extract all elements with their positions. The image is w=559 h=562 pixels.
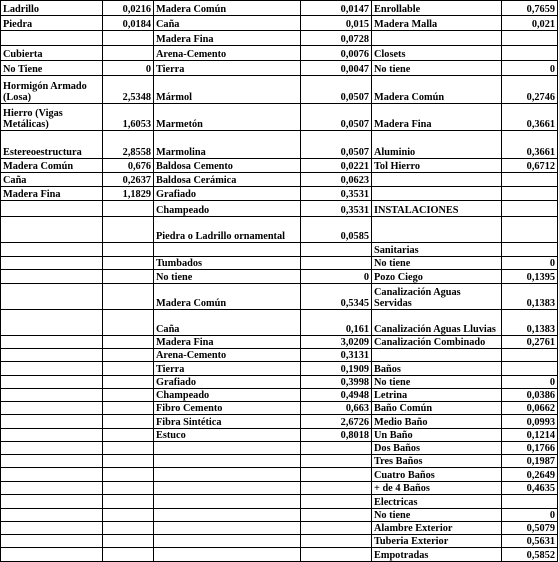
label-cell: Arena-Cemento bbox=[154, 46, 301, 61]
label-cell: Baño Común bbox=[372, 402, 502, 415]
table-body bbox=[1, 1, 558, 562]
label-cell: Marmetón bbox=[154, 104, 301, 131]
value-cell bbox=[301, 468, 372, 482]
table-row bbox=[1, 482, 558, 495]
table-row bbox=[1, 455, 558, 468]
label-cell: No tiene bbox=[372, 61, 502, 76]
label-cell bbox=[1, 201, 103, 217]
label-cell bbox=[1, 336, 103, 349]
value-cell bbox=[301, 482, 372, 495]
label-cell: Alambre Exterior bbox=[372, 522, 502, 535]
value-cell bbox=[103, 284, 154, 310]
table-row bbox=[1, 159, 558, 173]
table-row bbox=[1, 548, 558, 562]
value-cell bbox=[103, 46, 154, 61]
label-cell: Tumbados bbox=[154, 257, 301, 270]
label-cell bbox=[1, 509, 103, 522]
label-cell bbox=[154, 468, 301, 482]
label-cell bbox=[1, 349, 103, 362]
label-cell: Cuatro Baños bbox=[372, 468, 502, 482]
value-cell bbox=[103, 336, 154, 349]
value-cell bbox=[103, 468, 154, 482]
value-cell bbox=[103, 429, 154, 442]
table-row bbox=[1, 442, 558, 455]
label-cell bbox=[1, 442, 103, 455]
label-cell bbox=[1, 495, 103, 509]
label-cell: Tierra bbox=[154, 61, 301, 76]
value-cell: 0,5631 bbox=[502, 535, 558, 548]
label-cell bbox=[1, 402, 103, 415]
label-cell: Baldosa Cemento bbox=[154, 159, 301, 173]
value-cell: 0,1909 bbox=[301, 362, 372, 376]
value-cell: 0,0184 bbox=[103, 16, 154, 31]
label-cell: No tiene bbox=[154, 270, 301, 284]
label-cell: Hormigón Armado (Losa) bbox=[1, 76, 103, 104]
label-cell bbox=[372, 31, 502, 46]
table-row bbox=[1, 16, 558, 31]
label-cell bbox=[1, 482, 103, 495]
label-cell bbox=[1, 389, 103, 402]
table-row bbox=[1, 336, 558, 349]
value-cell: 0,2637 bbox=[103, 173, 154, 187]
value-cell: 0 bbox=[301, 270, 372, 284]
label-cell bbox=[154, 509, 301, 522]
table-row bbox=[1, 257, 558, 270]
table-row bbox=[1, 270, 558, 284]
table-row bbox=[1, 284, 558, 310]
value-cell: 0 bbox=[502, 376, 558, 389]
value-cell bbox=[103, 455, 154, 468]
value-cell: 0,3531 bbox=[301, 187, 372, 201]
value-cell: 0,4635 bbox=[502, 482, 558, 495]
label-cell: Madera Común bbox=[154, 1, 301, 16]
label-cell: Estereoestructura bbox=[1, 131, 103, 159]
value-cell: 2,5348 bbox=[103, 76, 154, 104]
label-cell bbox=[1, 429, 103, 442]
value-cell: 0,3531 bbox=[301, 201, 372, 217]
table-row bbox=[1, 201, 558, 217]
value-cell: 0,2761 bbox=[502, 336, 558, 349]
value-cell bbox=[103, 257, 154, 270]
label-cell: Champeado bbox=[154, 201, 301, 217]
label-cell: Baldosa Cerámica bbox=[154, 173, 301, 187]
label-cell: Medio Baño bbox=[372, 415, 502, 429]
value-cell bbox=[502, 201, 558, 217]
value-cell: 0,0216 bbox=[103, 1, 154, 16]
label-cell: Cubierta bbox=[1, 46, 103, 61]
table-row bbox=[1, 61, 558, 76]
value-cell bbox=[502, 46, 558, 61]
value-cell bbox=[502, 362, 558, 376]
value-cell: 0,3661 bbox=[502, 104, 558, 131]
value-cell: 0,0386 bbox=[502, 389, 558, 402]
table-row bbox=[1, 217, 558, 243]
label-cell: Tuberia Exterior bbox=[372, 535, 502, 548]
table-row bbox=[1, 104, 558, 131]
value-cell: 0,0993 bbox=[502, 415, 558, 429]
table-row bbox=[1, 173, 558, 187]
label-cell bbox=[1, 415, 103, 429]
table-row bbox=[1, 349, 558, 362]
value-cell: 0,2746 bbox=[502, 76, 558, 104]
value-cell bbox=[103, 362, 154, 376]
value-cell bbox=[103, 349, 154, 362]
value-cell: 0,0507 bbox=[301, 131, 372, 159]
value-cell bbox=[103, 201, 154, 217]
value-cell: 0,3661 bbox=[502, 131, 558, 159]
value-cell bbox=[301, 455, 372, 468]
value-cell: 0,0076 bbox=[301, 46, 372, 61]
table-row bbox=[1, 376, 558, 389]
label-cell: Mármol bbox=[154, 76, 301, 104]
value-cell bbox=[103, 310, 154, 336]
label-cell: INSTALACIONES bbox=[372, 201, 502, 217]
value-cell: 0,5079 bbox=[502, 522, 558, 535]
label-cell: Electricas bbox=[372, 495, 502, 509]
value-cell bbox=[301, 495, 372, 509]
value-cell bbox=[502, 173, 558, 187]
value-cell: 0 bbox=[502, 257, 558, 270]
table-row bbox=[1, 389, 558, 402]
label-cell: Madera Malla bbox=[372, 16, 502, 31]
table-row bbox=[1, 402, 558, 415]
value-cell bbox=[103, 217, 154, 243]
label-cell bbox=[154, 442, 301, 455]
label-cell: Canalización Combinado bbox=[372, 336, 502, 349]
value-cell bbox=[103, 535, 154, 548]
label-cell bbox=[1, 284, 103, 310]
label-cell: Caña bbox=[154, 310, 301, 336]
label-cell: Canalización Aguas Lluvias bbox=[372, 310, 502, 336]
table-row bbox=[1, 131, 558, 159]
label-cell bbox=[1, 468, 103, 482]
table-row bbox=[1, 362, 558, 376]
label-cell: Madera Fina bbox=[1, 187, 103, 201]
value-cell: 0,676 bbox=[103, 159, 154, 173]
label-cell: No Tiene bbox=[1, 61, 103, 76]
label-cell: Ladrillo bbox=[1, 1, 103, 16]
value-cell bbox=[301, 535, 372, 548]
label-cell bbox=[1, 31, 103, 46]
value-cell: 0,015 bbox=[301, 16, 372, 31]
label-cell bbox=[1, 257, 103, 270]
value-cell bbox=[103, 482, 154, 495]
value-cell: 0,1383 bbox=[502, 284, 558, 310]
value-cell bbox=[301, 509, 372, 522]
label-cell: + de 4 Baños bbox=[372, 482, 502, 495]
table-row bbox=[1, 415, 558, 429]
label-cell: Grafiado bbox=[154, 376, 301, 389]
table-row bbox=[1, 535, 558, 548]
value-cell bbox=[103, 548, 154, 562]
value-cell: 1,1829 bbox=[103, 187, 154, 201]
table-row bbox=[1, 495, 558, 509]
label-cell bbox=[154, 243, 301, 257]
label-cell: Enrollable bbox=[372, 1, 502, 16]
value-cell: 0,0047 bbox=[301, 61, 372, 76]
label-cell: Letrina bbox=[372, 389, 502, 402]
table-row bbox=[1, 76, 558, 104]
label-cell: Tol Hierro bbox=[372, 159, 502, 173]
label-cell bbox=[154, 455, 301, 468]
table-row bbox=[1, 468, 558, 482]
label-cell: No tiene bbox=[372, 376, 502, 389]
label-cell bbox=[1, 270, 103, 284]
label-cell bbox=[1, 310, 103, 336]
label-cell: Madera Común bbox=[154, 284, 301, 310]
value-cell: 0,0728 bbox=[301, 31, 372, 46]
value-cell: 0,1395 bbox=[502, 270, 558, 284]
value-cell: 0,5852 bbox=[502, 548, 558, 562]
value-cell: 2,6726 bbox=[301, 415, 372, 429]
table-row bbox=[1, 243, 558, 257]
label-cell: Caña bbox=[1, 173, 103, 187]
value-cell: 0,0585 bbox=[301, 217, 372, 243]
label-cell bbox=[1, 362, 103, 376]
label-cell: Madera Fina bbox=[154, 336, 301, 349]
value-cell bbox=[103, 495, 154, 509]
label-cell: Grafiado bbox=[154, 187, 301, 201]
value-cell bbox=[502, 243, 558, 257]
value-cell: 0,3131 bbox=[301, 349, 372, 362]
value-cell bbox=[103, 402, 154, 415]
table-row bbox=[1, 1, 558, 16]
value-cell bbox=[301, 522, 372, 535]
label-cell: Aluminio bbox=[372, 131, 502, 159]
label-cell bbox=[1, 455, 103, 468]
value-cell bbox=[301, 442, 372, 455]
value-cell: 0 bbox=[502, 61, 558, 76]
value-cell bbox=[103, 509, 154, 522]
label-cell: Tres Baños bbox=[372, 455, 502, 468]
label-cell bbox=[372, 349, 502, 362]
label-cell: Madera Común bbox=[1, 159, 103, 173]
label-cell bbox=[372, 187, 502, 201]
label-cell: Caña bbox=[154, 16, 301, 31]
value-cell bbox=[103, 522, 154, 535]
value-cell: 0,6712 bbox=[502, 159, 558, 173]
label-cell: Sanitarias bbox=[372, 243, 502, 257]
value-cell: 0,161 bbox=[301, 310, 372, 336]
value-cell bbox=[103, 376, 154, 389]
label-cell: Hierro (Vigas Metálicas) bbox=[1, 104, 103, 131]
value-cell: 2,8558 bbox=[103, 131, 154, 159]
value-cell: 0,021 bbox=[502, 16, 558, 31]
label-cell: Closets bbox=[372, 46, 502, 61]
value-cell bbox=[103, 270, 154, 284]
label-cell: No tiene bbox=[372, 257, 502, 270]
value-cell: 0,3998 bbox=[301, 376, 372, 389]
label-cell: Fibra Sintética bbox=[154, 415, 301, 429]
table-row bbox=[1, 31, 558, 46]
value-cell: 0,1383 bbox=[502, 310, 558, 336]
table-row bbox=[1, 46, 558, 61]
label-cell: Piedra bbox=[1, 16, 103, 31]
label-cell bbox=[154, 482, 301, 495]
label-cell: Piedra o Ladrillo ornamental bbox=[154, 217, 301, 243]
label-cell: Marmolina bbox=[154, 131, 301, 159]
label-cell bbox=[1, 548, 103, 562]
label-cell: Estuco bbox=[154, 429, 301, 442]
label-cell: Un Baño bbox=[372, 429, 502, 442]
value-cell: 0 bbox=[502, 509, 558, 522]
label-cell: Madera Fina bbox=[154, 31, 301, 46]
label-cell: Madera Fina bbox=[372, 104, 502, 131]
label-cell bbox=[1, 522, 103, 535]
value-cell: 0,2649 bbox=[502, 468, 558, 482]
value-cell: 0,0507 bbox=[301, 76, 372, 104]
value-cell bbox=[502, 31, 558, 46]
label-cell: No tiene bbox=[372, 509, 502, 522]
label-cell: Pozo Ciego bbox=[372, 270, 502, 284]
label-cell bbox=[372, 173, 502, 187]
value-cell bbox=[103, 389, 154, 402]
value-cell bbox=[301, 548, 372, 562]
value-cell: 0,1766 bbox=[502, 442, 558, 455]
label-cell: Fibro Cemento bbox=[154, 402, 301, 415]
table-row bbox=[1, 187, 558, 201]
label-cell bbox=[1, 376, 103, 389]
label-cell: Baños bbox=[372, 362, 502, 376]
value-cell bbox=[103, 415, 154, 429]
value-cell: 0,5345 bbox=[301, 284, 372, 310]
value-cell: 0,0507 bbox=[301, 104, 372, 131]
label-cell bbox=[154, 535, 301, 548]
value-cell: 0,1214 bbox=[502, 429, 558, 442]
value-cell: 0,1987 bbox=[502, 455, 558, 468]
value-cell bbox=[502, 495, 558, 509]
label-cell bbox=[1, 217, 103, 243]
value-cell: 1,6053 bbox=[103, 104, 154, 131]
table-row bbox=[1, 509, 558, 522]
label-cell: Champeado bbox=[154, 389, 301, 402]
value-cell: 3,0209 bbox=[301, 336, 372, 349]
value-cell bbox=[103, 442, 154, 455]
value-cell bbox=[502, 187, 558, 201]
label-cell bbox=[372, 217, 502, 243]
table-row bbox=[1, 522, 558, 535]
label-cell: Dos Baños bbox=[372, 442, 502, 455]
table-row bbox=[1, 310, 558, 336]
value-cell bbox=[502, 217, 558, 243]
value-cell: 0,7659 bbox=[502, 1, 558, 16]
value-cell bbox=[103, 31, 154, 46]
value-cell: 0 bbox=[103, 61, 154, 76]
value-cell: 0,0147 bbox=[301, 1, 372, 16]
label-cell bbox=[154, 522, 301, 535]
label-cell bbox=[154, 548, 301, 562]
value-cell: 0,0662 bbox=[502, 402, 558, 415]
value-cell: 0,4948 bbox=[301, 389, 372, 402]
value-cell: 0,0221 bbox=[301, 159, 372, 173]
table-row bbox=[1, 429, 558, 442]
value-cell: 0,663 bbox=[301, 402, 372, 415]
value-cell: 0,8018 bbox=[301, 429, 372, 442]
label-cell: Arena-Cemento bbox=[154, 349, 301, 362]
label-cell bbox=[1, 243, 103, 257]
value-cell bbox=[301, 243, 372, 257]
label-cell bbox=[1, 535, 103, 548]
label-cell bbox=[154, 495, 301, 509]
label-cell: Tierra bbox=[154, 362, 301, 376]
value-cell bbox=[502, 349, 558, 362]
value-cell bbox=[301, 257, 372, 270]
label-cell: Canalización Aguas Servidas bbox=[372, 284, 502, 310]
value-cell: 0,0623 bbox=[301, 173, 372, 187]
label-cell: Empotradas bbox=[372, 548, 502, 562]
value-cell bbox=[103, 243, 154, 257]
label-cell: Madera Común bbox=[372, 76, 502, 104]
